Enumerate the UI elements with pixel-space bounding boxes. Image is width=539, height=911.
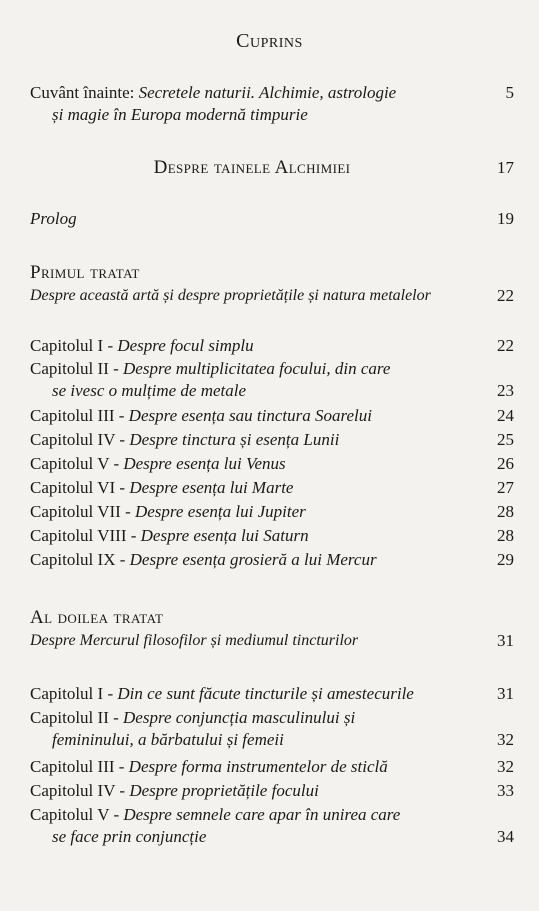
chapter-title: Despre esența lui Marte [129,478,294,497]
toc-entry-chapter [30,501,514,523]
chapter-title: Despre esența grosieră a lui Mercur [129,550,377,569]
chapter-title: Despre semnele care apar în unirea care [123,805,401,824]
chapter-label: Capitolul I - [30,684,118,703]
chapter-label: Capitolul II - [30,708,124,727]
chapter-title: Despre esența sau tinctura Soarelui [128,406,372,425]
book-title: Despre tainele Alchimiei [153,157,351,178]
page-number: 31 [497,631,514,650]
toc-entry-prolog [30,208,514,230]
chapter-title: Despre proprietățile focului [129,781,319,800]
chapter-label: Capitolul IX - [30,550,130,569]
chapter-label: Capitolul III - [30,757,129,776]
toc-entry-foreword [30,82,514,126]
toc-entry-chapter [30,756,514,778]
page-title: Cuprins [236,30,303,52]
chapter-title: Din ce sunt făcute tincturile și amestecurile [117,684,414,703]
toc-entry-chapter [30,358,514,402]
page-number: 22 [497,286,514,305]
page-number: 5 [505,83,514,102]
chapter-label: Capitolul III - [30,406,129,425]
toc-entry-treatise-1-subtitle [30,285,514,307]
chapter-label: Capitolul VIII - [30,526,141,545]
chapter-label: Capitolul I - [30,336,118,355]
chapter-label: Capitolul IV - [30,781,130,800]
section-title: Al doilea tratat [30,607,164,628]
page-number: 26 [497,454,514,473]
page-number: 27 [497,478,514,497]
prolog-label: Prolog [30,209,77,228]
toc-entry-chapter [30,549,514,571]
section-heading-treatise-2 [30,607,514,629]
toc-entry-chapter [30,780,514,802]
page-number: 33 [497,781,514,800]
section-subtitle: Despre Mercurul filosofilor și mediumul tincturilor [30,632,359,649]
page-number: 17 [497,158,514,177]
toc-entry-chapter [30,804,514,848]
toc-entry-book [30,157,514,179]
entry-title-cont: și magie în Europa modernă timpurie [52,105,308,124]
chapter-title-cont: se face prin conjuncție [52,827,207,846]
chapter-title: Despre multiplicitatea focului, din care [123,359,391,378]
page-number: 19 [497,209,514,228]
section-title: Primul tratat [30,262,140,283]
chapter-title-cont: femininului, a bărbatului și femeii [52,730,284,749]
chapter-label: Capitolul V - [30,454,124,473]
toc-entry-chapter [30,335,514,357]
toc-entry-chapter [30,525,514,547]
entry-label: Cuvânt înainte: [30,83,139,102]
toc-entry-chapter [30,683,514,705]
chapter-label: Capitolul VI - [30,478,130,497]
page-number: 32 [497,757,514,776]
toc-entry-chapter [30,477,514,499]
page-number: 22 [497,336,514,355]
toc-entry-chapter [30,707,514,751]
chapter-title: Despre forma instrumentelor de sticlă [128,757,388,776]
chapter-label: Capitolul V - [30,805,124,824]
section-heading-treatise-1 [30,262,514,284]
toc-entry-chapter [30,429,514,451]
page-number: 25 [497,430,514,449]
chapter-title: Despre tinctura și esența Lunii [129,430,340,449]
page-number: 32 [497,730,514,749]
chapter-title-cont: se ivesc o mulțime de metale [52,381,247,400]
chapter-title: Despre esența lui Jupiter [134,502,306,521]
chapter-label: Capitolul VII - [30,502,135,521]
chapter-title: Despre esența lui Venus [123,454,286,473]
toc-entry-chapter [30,405,514,427]
chapter-title: Despre conjuncția masculinului și [123,708,356,727]
entry-title: Secretele naturii. Alchimie, astrologie [138,83,397,102]
chapter-label: Capitolul II - [30,359,124,378]
page-number: 31 [497,684,514,703]
page-number: 24 [497,406,514,425]
toc-entry-treatise-2-subtitle [30,630,514,652]
page-number: 28 [497,526,514,545]
page-number: 23 [497,381,514,400]
chapter-title: Despre focul simplu [117,336,254,355]
page-number: 34 [497,827,514,846]
chapter-label: Capitolul IV - [30,430,130,449]
toc-entry-chapter [30,453,514,475]
chapter-title: Despre esența lui Saturn [140,526,309,545]
page-number: 28 [497,502,514,521]
page-number: 29 [497,550,514,569]
section-subtitle: Despre această artă și despre proprietățile și natura metalelor [30,287,431,304]
